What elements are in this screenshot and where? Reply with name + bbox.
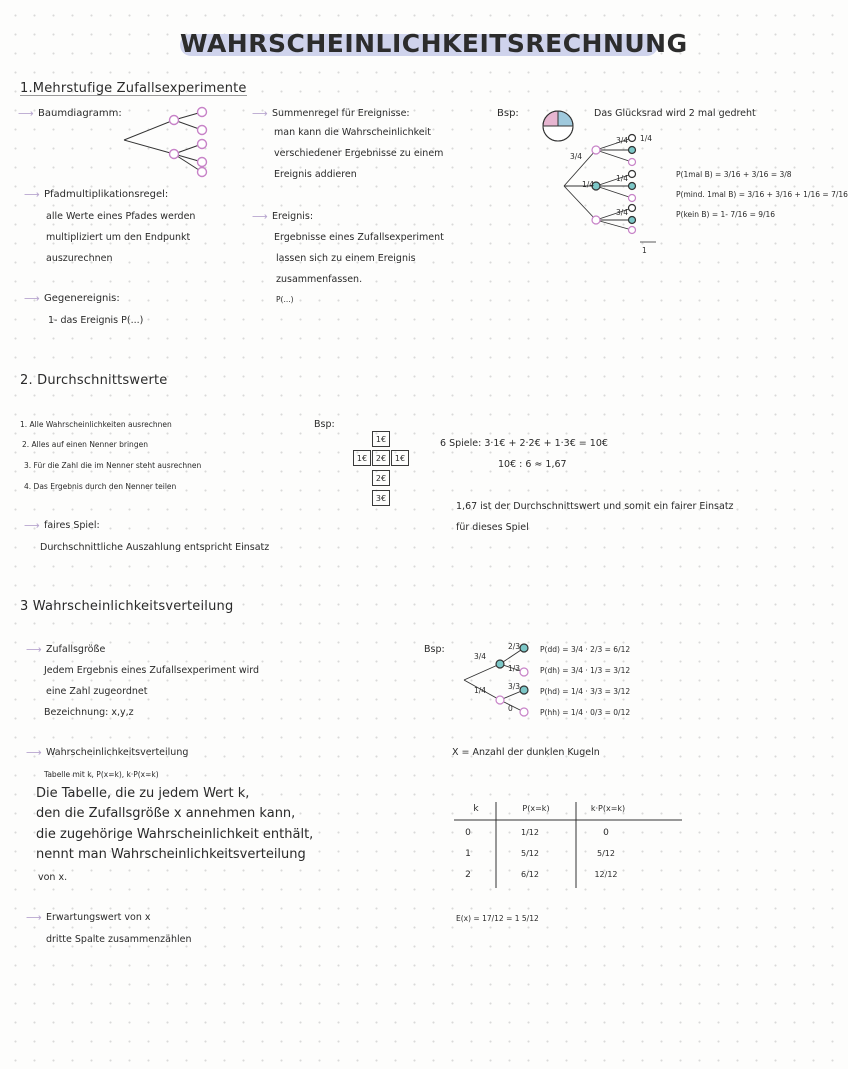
- definition-line: Die Tabelle, die zu jedem Wert k,: [36, 786, 250, 801]
- faires-spiel-title: faires Spiel:: [44, 520, 100, 531]
- formula: P(dd) = 3/4 · 2/3 = 6/12: [540, 645, 631, 654]
- calc-line: 10€ : 6 ≈ 1,67: [498, 459, 567, 470]
- zufall-line: Bezeichnung: x,y,z: [44, 707, 134, 718]
- tree-prob: 3/4: [474, 652, 487, 661]
- summenregel-line: Ereignis addieren: [274, 169, 357, 180]
- formula: P(hd) = 1/4 · 3/3 = 3/12: [540, 687, 631, 696]
- tree-prob: 3/4: [616, 136, 629, 145]
- section-3-heading: 3 Wahrscheinlichkeitsverteilung: [20, 599, 234, 614]
- pfad-title: Pfadmultiplikationsregel:: [44, 189, 169, 200]
- section-2-heading: 2. Durchschnittswerte: [20, 373, 168, 388]
- step-line: 3. Für die Zahl die im Nenner steht ausrechnen: [24, 461, 202, 470]
- tree-prob: 1/4: [582, 180, 595, 189]
- arrow-icon: ⟶: [26, 746, 42, 759]
- baumdiagramm-label: Baumdiagramm:: [38, 108, 122, 119]
- step-line: 1. Alle Wahrscheinlichkeiten ausrechnen: [20, 420, 172, 429]
- table-cell: 0: [465, 828, 471, 838]
- net-cell: 1€: [372, 431, 390, 447]
- table-cell: 6/12: [521, 870, 539, 879]
- tree-prob: 2/3: [508, 642, 521, 651]
- table-header: k: [473, 804, 479, 814]
- calc-line: 6 Spiele: 3·1€ + 2·2€ + 1·3€ = 10€: [440, 438, 608, 449]
- faires-spiel-line: Durchschnittliche Auszahlung entspricht Einsatz: [40, 542, 270, 553]
- net-cell: 1€: [353, 450, 371, 466]
- pfad-line: alle Werte eines Pfades werden: [46, 211, 196, 222]
- definition-line: den die Zufallsgröße x annehmen kann,: [36, 806, 296, 821]
- tree-prob: 1/4: [616, 174, 629, 183]
- summenregel-title: Summenregel für Ereignisse:: [272, 108, 410, 119]
- step-line: 2. Alles auf einen Nenner bringen: [22, 440, 148, 449]
- arrow-icon: ⟶: [252, 107, 268, 120]
- bsp-label: Bsp:: [314, 419, 335, 430]
- formula: P(mind. 1mal B) = 3/16 + 3/16 + 1/16 = 7/16: [676, 190, 848, 199]
- formula: P(1mal B) = 3/16 + 3/16 = 3/8: [676, 170, 792, 179]
- ereignis-line: P(...): [276, 295, 294, 304]
- definition-line: von x.: [38, 872, 68, 883]
- title-block: [180, 26, 688, 62]
- definition-line: die zugehörige Wahrscheinlichkeit enthält,: [36, 827, 314, 842]
- table-cell: 2: [465, 870, 471, 880]
- ereignis-title: Ereignis:: [272, 211, 314, 222]
- net-cell: 2€: [372, 450, 390, 466]
- arrow-icon: ⟶: [24, 519, 40, 532]
- net-cell: 3€: [372, 490, 390, 506]
- bsp-label: Bsp:: [497, 108, 519, 119]
- tree-end-value: 1: [642, 246, 647, 255]
- arrow-icon: ⟶: [24, 292, 40, 305]
- table-header: k·P(x=k): [590, 804, 626, 813]
- summenregel-line: verschiedener Ergebnisse zu einem: [274, 148, 444, 159]
- gegenereignis-line: 1- das Ereignis P(...): [48, 315, 144, 326]
- tree-prob: 1/4: [640, 134, 653, 143]
- verteilung-title: Wahrscheinlichkeitsverteilung: [46, 747, 189, 758]
- pfad-line: auszurechnen: [46, 253, 113, 264]
- erwartungswert-line: dritte Spalte zusammenzählen: [46, 934, 192, 945]
- arrow-icon: ⟶: [26, 911, 42, 924]
- table-cell: 1: [465, 849, 471, 859]
- section-1-heading: 1.Mehrstufige Zufallsexperimente: [20, 81, 247, 96]
- bsp-label: Bsp:: [424, 644, 445, 655]
- zufall-line: eine Zahl zugeordnet: [46, 686, 148, 697]
- arrow-icon: ⟶: [252, 210, 268, 223]
- ereignis-line: Ergebnisse eines Zufallsexperiment: [274, 232, 444, 243]
- erwartungswert-formula: E(x) = 17/12 = 1 5/12: [456, 914, 539, 923]
- formula: P(hh) = 1/4 · 0/3 = 0/12: [540, 708, 631, 717]
- tree-prob: 1/4: [474, 686, 487, 695]
- formula: P(kein B) = 1- 7/16 = 9/16: [676, 210, 776, 219]
- table-cell: 5/12: [597, 849, 615, 858]
- zufallsgroesse-title: Zufallsgröße: [46, 644, 106, 655]
- ereignis-line: lassen sich zu einem Ereignis: [276, 253, 416, 264]
- ereignis-line: zusammenfassen.: [276, 274, 363, 285]
- small-tree-diagram: [120, 106, 220, 176]
- tree-prob: 3/4: [570, 152, 583, 161]
- erwartungswert-title: Erwartungswert von x: [46, 912, 151, 923]
- gegenereignis-title: Gegenereignis:: [44, 293, 120, 304]
- result-line: 1,67 ist der Durchschnittswert und somit ein fairer Einsatz: [456, 501, 734, 512]
- step-line: 4. Das Ergebnis durch den Nenner teilen: [24, 482, 177, 491]
- summenregel-line: man kann die Wahrscheinlichkeit: [274, 127, 431, 138]
- table-cell: 1/12: [521, 828, 539, 837]
- zufall-line: Jedem Ergebnis eines Zufallsexperiment wird: [44, 665, 260, 676]
- tree-prob: 3/3: [508, 682, 521, 691]
- verteilung-line: Tabelle mit k, P(x=k), k·P(x=k): [44, 770, 159, 779]
- table-cell: 12/12: [594, 870, 618, 879]
- glucksrad-text: Das Glücksrad wird 2 mal gedreht: [594, 108, 756, 119]
- pfad-line: multipliziert um den Endpunkt: [46, 232, 191, 243]
- arrow-icon: ⟶: [18, 107, 34, 120]
- tree-prob: 0: [508, 704, 513, 713]
- arrow-icon: ⟶: [26, 643, 42, 656]
- tree-prob: 1/3: [508, 664, 521, 673]
- table-cell: 5/12: [521, 849, 539, 858]
- formula: P(dh) = 3/4 · 1/3 = 3/12: [540, 666, 631, 675]
- net-cell: 2€: [372, 470, 390, 486]
- net-cell: 1€: [391, 450, 409, 466]
- x-definition: X = Anzahl der dunklen Kugeln: [452, 747, 600, 758]
- table-cell: 0: [603, 828, 609, 838]
- result-line: für dieses Spiel: [456, 522, 529, 533]
- definition-line: nennt man Wahrscheinlichkeitsverteilung: [36, 847, 306, 862]
- page-title: WAHRSCHEINLICHKEITSRECHNUNG: [180, 29, 688, 58]
- table-header: P(x=k): [522, 804, 550, 813]
- glucksrad-tree-diagram: [560, 130, 670, 250]
- arrow-icon: ⟶: [24, 188, 40, 201]
- tree-prob: 3/4: [616, 208, 629, 217]
